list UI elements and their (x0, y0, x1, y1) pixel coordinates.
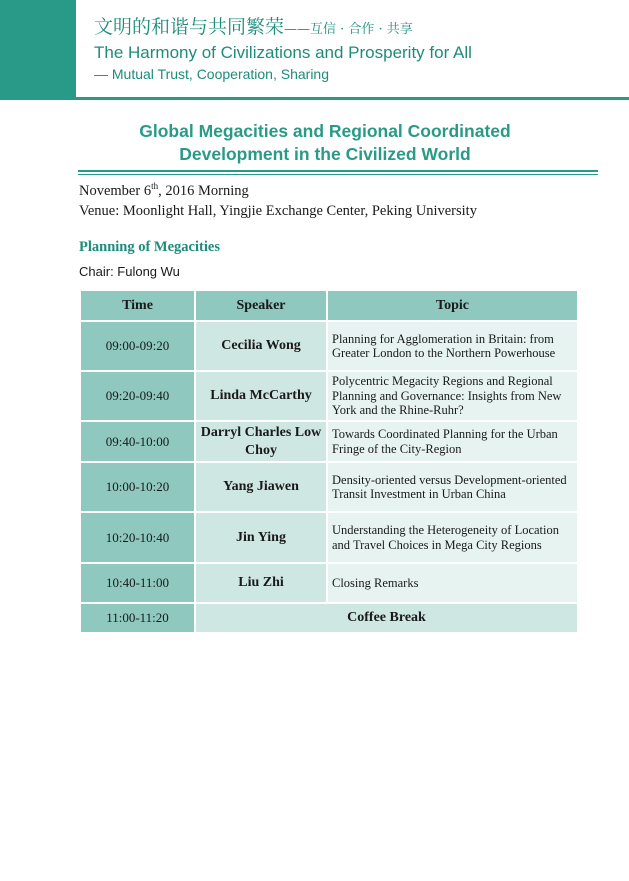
header-en-title: The Harmony of Civilizations and Prosperity for All (94, 43, 472, 62)
session-venue: Venue: Moonlight Hall, Yingjie Exchange Center, Peking University (79, 203, 477, 219)
header-speaker: Speaker (195, 290, 327, 321)
session-title-line1: Global Megacities and Regional Coordinated (139, 121, 511, 141)
header-topic: Topic (327, 290, 578, 321)
subsession-title: Planning of Megacities (79, 239, 220, 255)
agenda-table (79, 289, 579, 634)
date-suffix: , 2016 Morning (158, 183, 249, 199)
header-band (0, 0, 629, 100)
title-divider (78, 170, 598, 175)
table-row (80, 421, 578, 462)
table-row (80, 371, 578, 421)
row-topic: Planning for Agglomeration in Britain: from Greater London to the Northern Powerhouse (327, 321, 578, 371)
row-speaker: Yang Jiawen (195, 462, 327, 512)
row-topic: Density-oriented versus Development-oriented Transit Investment in Urban China (327, 462, 578, 512)
break-time: 11:00-11:20 (80, 603, 195, 633)
row-topic: Closing Remarks (327, 563, 578, 603)
row-speaker: Darryl Charles Low Choy (195, 421, 327, 462)
header-rule (76, 97, 629, 100)
row-topic: Understanding the Heterogeneity of Location and Travel Choices in Mega City Regions (327, 512, 578, 563)
row-time: 10:20-10:40 (80, 512, 195, 563)
session-date (79, 183, 249, 200)
row-time: 09:40-10:00 (80, 421, 195, 462)
header-en-subtitle: — Mutual Trust, Cooperation, Sharing (94, 66, 330, 82)
row-speaker: Linda McCarthy (195, 371, 327, 421)
row-time: 10:00-10:20 (80, 462, 195, 512)
header-cn-subtitle: ——互信 · 合作 · 共享 (284, 22, 413, 37)
header-time: Time (80, 290, 195, 321)
coffee-break-label: Coffee Break (195, 603, 578, 633)
table-row (80, 563, 578, 603)
row-topic: Polycentric Megacity Regions and Regional Planning and Governance: Insights from New York and the Rhine-Ruhr? (327, 371, 578, 421)
table-row (80, 462, 578, 512)
session-title (0, 120, 629, 166)
table-row (80, 512, 578, 563)
row-time: 09:00-09:20 (80, 321, 195, 371)
session-title-line2: Development in the Civilized World (179, 144, 471, 164)
row-speaker: Liu Zhi (195, 563, 327, 603)
row-time: 10:40-11:00 (80, 563, 195, 603)
date-suffix-sup: th (151, 181, 159, 192)
row-speaker: Jin Ying (195, 512, 327, 563)
session-chair: Chair: Fulong Wu (79, 264, 180, 279)
row-speaker: Cecilia Wong (195, 321, 327, 371)
header-cn-title (94, 12, 413, 39)
header-cn-title-text: 文明的和谐与共同繁荣 (94, 16, 285, 38)
date-prefix: November 6 (79, 183, 152, 199)
row-time: 09:20-09:40 (80, 371, 195, 421)
header-accent-block (0, 0, 76, 100)
row-topic: Towards Coordinated Planning for the Urban Fringe of the City-Region (327, 421, 578, 462)
agenda-header-row (80, 290, 578, 321)
table-row (80, 321, 578, 371)
break-row (80, 603, 578, 633)
